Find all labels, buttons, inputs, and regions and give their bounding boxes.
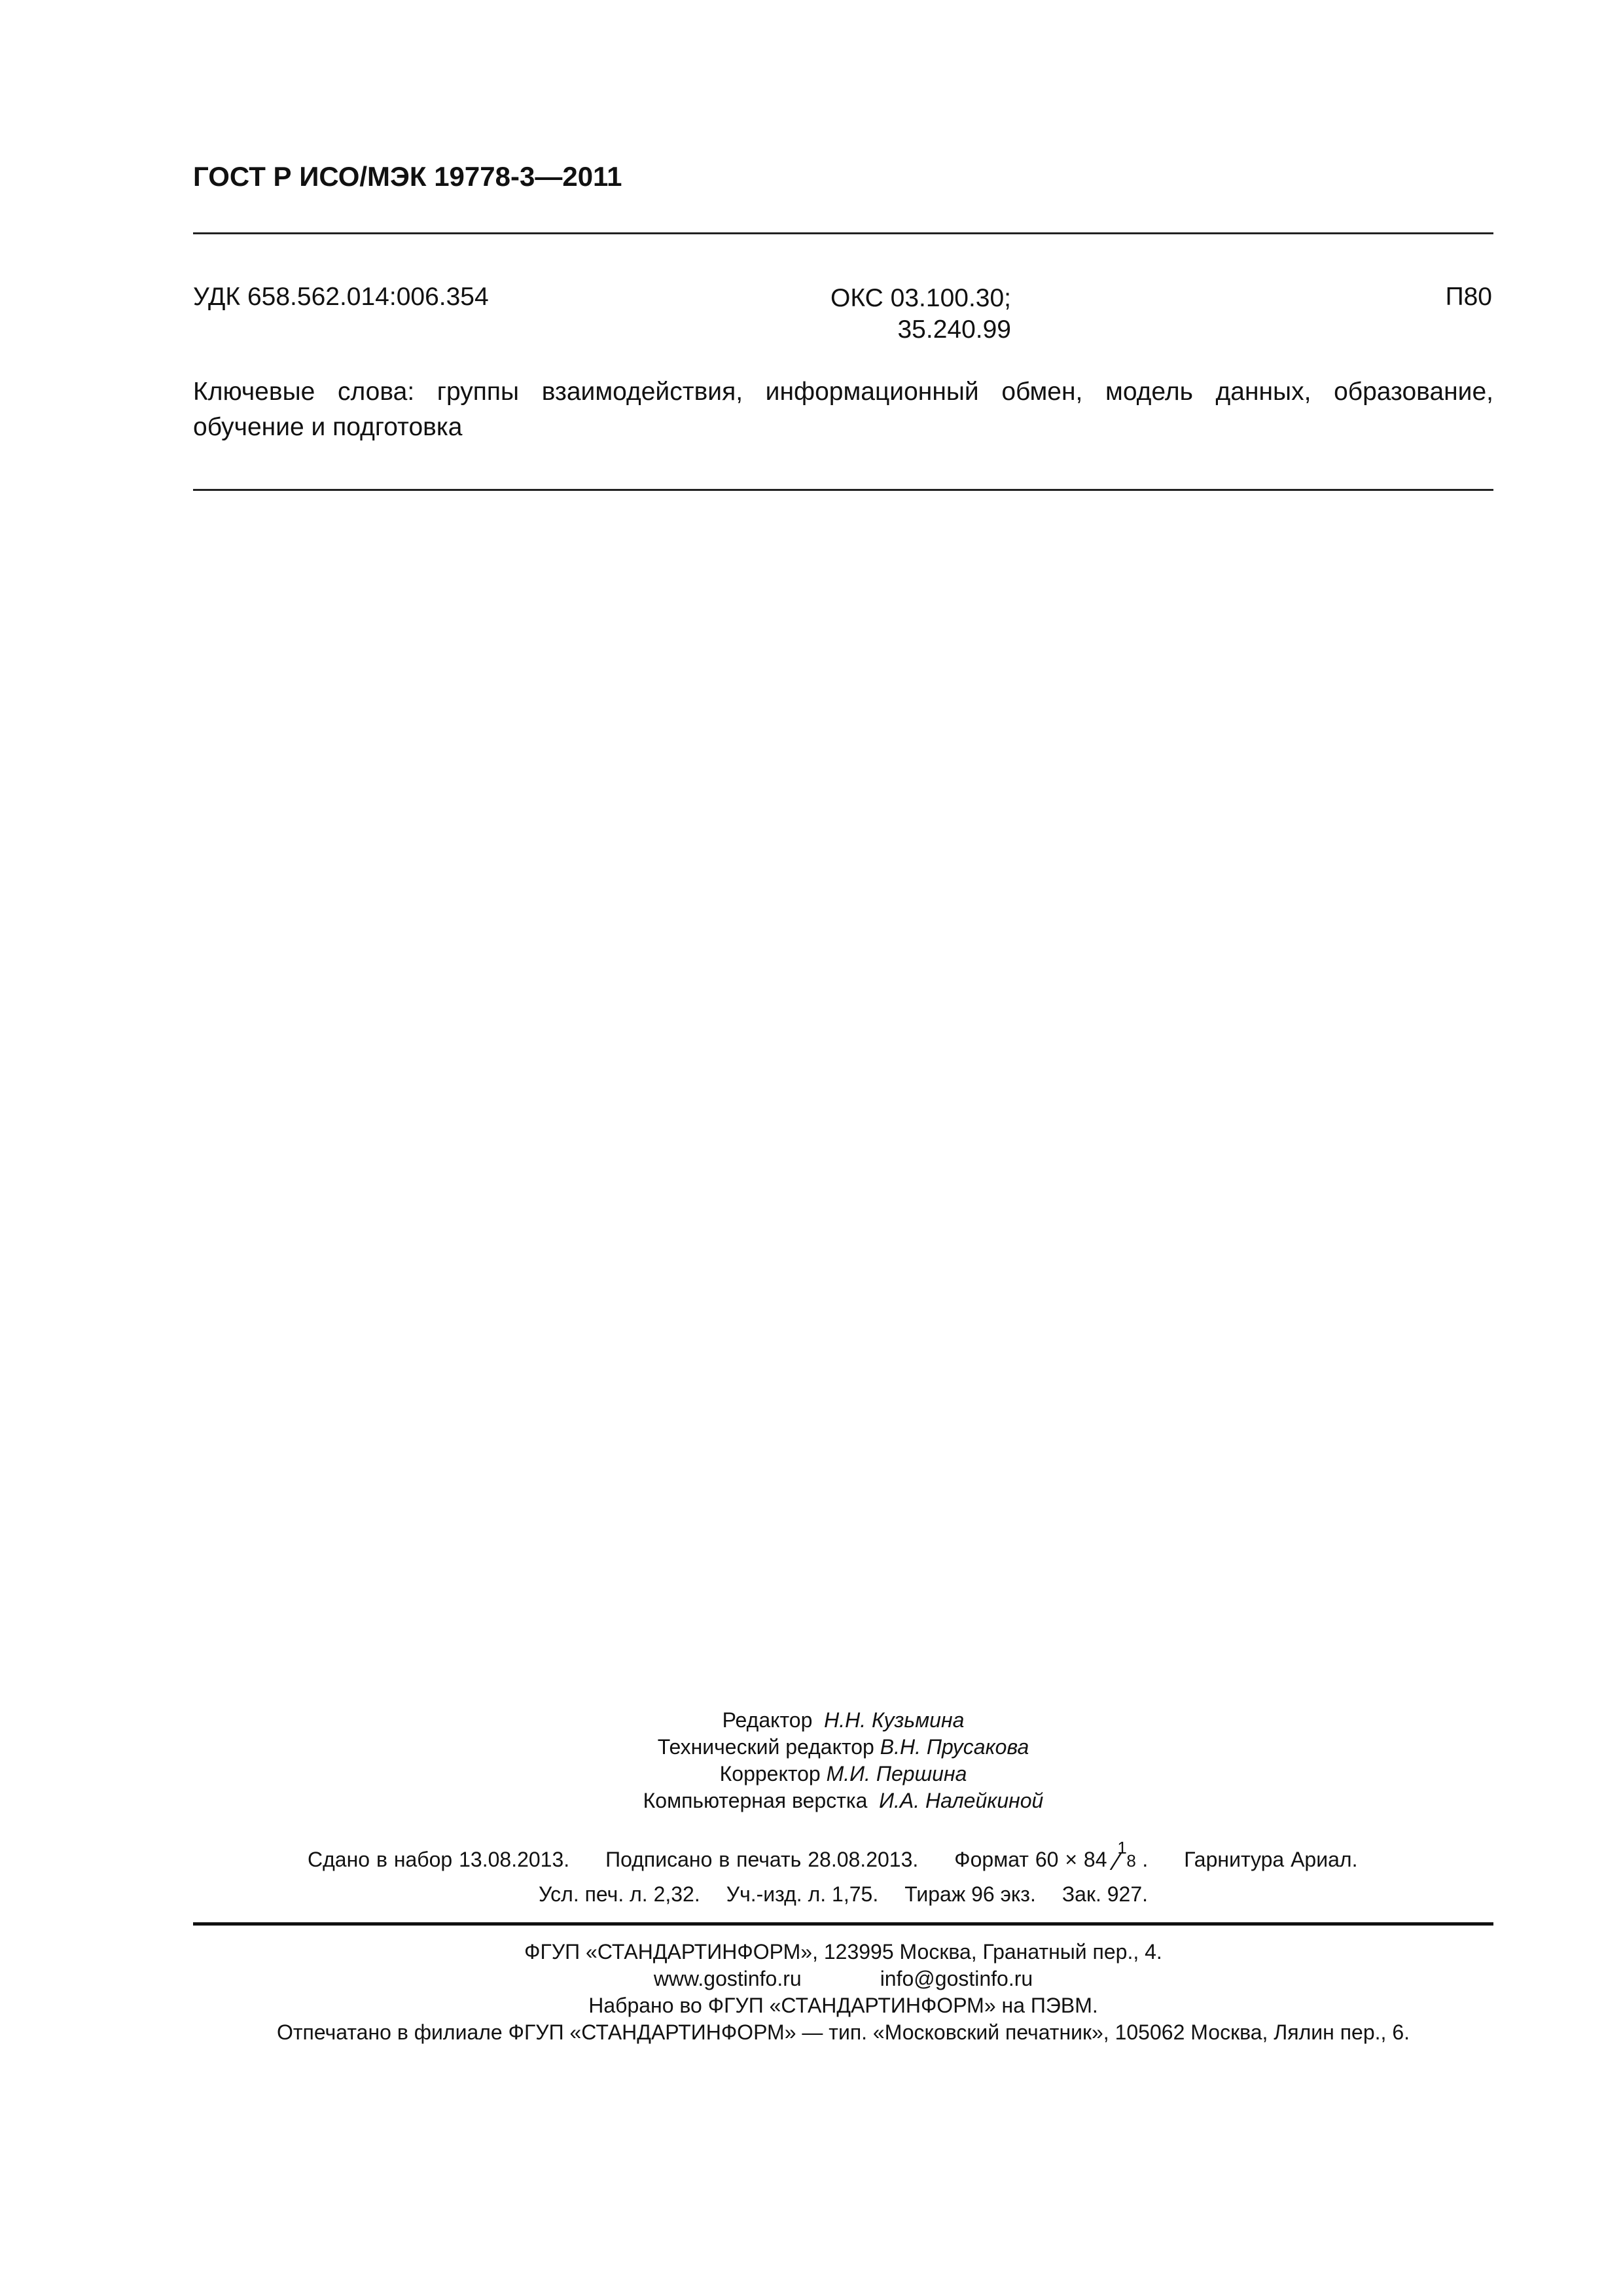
tech-editor-label: Технический редактор [657, 1735, 874, 1759]
udk-code: УДК 658.562.014:006.354 [193, 283, 489, 311]
oks-code-line-1: ОКС 03.100.30; [830, 284, 1011, 312]
publisher-address: ФГУП «СТАНДАРТИНФОРМ», 123995 Москва, Гранатный пер., 4. [524, 1940, 1162, 1964]
corrector-line [193, 1761, 1493, 1787]
keywords-line-2: обучение и подготовка [193, 413, 463, 441]
print-info-line-1 [308, 1838, 1358, 1876]
publisher-website: www.gostinfo.ru [653, 1967, 802, 1990]
format-end: . [1142, 1848, 1149, 1871]
credits-block [193, 1707, 1493, 1814]
keywords-block [193, 374, 1493, 445]
printed-note: Отпечатано в филиале ФГУП «СТАНДАРТИНФОРМ» — тип. «Московский печатник», 105062 Москва, Лялин пер., 6. [276, 2020, 1410, 2044]
typeset-note: Набрано во ФГУП «СТАНДАРТИНФОРМ» на ПЭВМ. [588, 1994, 1098, 2017]
typeface: Гарнитура Ариал. [1184, 1848, 1358, 1871]
circulation: Тираж 96 экз. [904, 1882, 1036, 1906]
corrector-name: М.И. Першина [826, 1762, 967, 1785]
format-fraction: 1 ⁄ 8 [1115, 1838, 1136, 1876]
layout-label: Компьютерная верстка [643, 1789, 868, 1812]
publisher-contacts [193, 1965, 1493, 1992]
editor-label: Редактор [722, 1708, 813, 1732]
layout-name: И.А. Налейкиной [879, 1789, 1044, 1812]
editor-line [193, 1707, 1493, 1734]
oks-code-line-2: 35.240.99 [897, 315, 1011, 344]
layout-line [193, 1787, 1493, 1814]
publisher-email: info@gostinfo.ru [880, 1967, 1033, 1990]
keywords-line-1: Ключевые слова: группы взаимодействия, информационный обмен, модель данных, образование, [193, 378, 1493, 406]
group-code: П80 [1445, 283, 1492, 311]
top-divider [193, 232, 1493, 234]
format-label: Формат 60 × 84 [954, 1848, 1107, 1871]
publisher-divider [193, 1922, 1493, 1926]
submitted-date: Сдано в набор 13.08.2013. [308, 1848, 570, 1871]
edition-sheets: Уч.-изд. л. 1,75. [726, 1882, 879, 1906]
tech-editor-line [193, 1734, 1493, 1761]
format-numerator: 1 [1117, 1838, 1127, 1857]
tech-editor-name: В.Н. Прусакова [880, 1735, 1029, 1759]
format-denominator: 8 [1126, 1851, 1136, 1871]
print-sheets: Усл. печ. л. 2,32. [538, 1882, 700, 1906]
print-info-line-2 [193, 1882, 1493, 1907]
document-title: ГОСТ Р ИСО/МЭК 19778-3—2011 [193, 161, 622, 192]
corrector-label: Корректор [719, 1762, 821, 1785]
keywords-divider [193, 489, 1493, 491]
order-number: Зак. 927. [1061, 1882, 1149, 1906]
editor-name: Н.Н. Кузьмина [824, 1708, 965, 1732]
publisher-block [193, 1939, 1493, 2046]
signed-date: Подписано в печать 28.08.2013. [605, 1848, 919, 1871]
oks-code [815, 283, 1011, 346]
